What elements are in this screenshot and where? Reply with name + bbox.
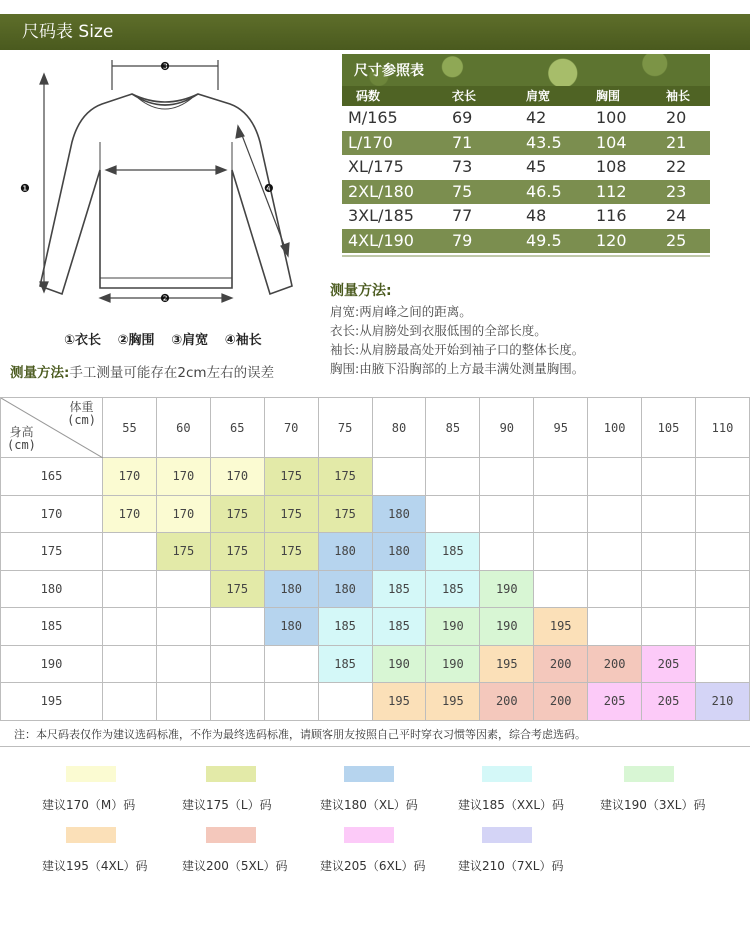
divider (0, 746, 750, 747)
key-swatch (344, 766, 394, 782)
grid-cell: 180 (318, 570, 372, 608)
grid-cell (103, 645, 157, 683)
marker-3: ❸ (160, 60, 170, 73)
grid-cell (534, 458, 588, 496)
ref-table-cell: 79 (452, 230, 473, 250)
height-unit: (cm) (7, 438, 36, 452)
grid-cell: 200 (588, 645, 642, 683)
key-item (600, 766, 740, 813)
ref-table-row (342, 106, 710, 131)
grid-cell (588, 533, 642, 571)
height-header: 185 (1, 608, 103, 646)
grid-cell: 190 (372, 645, 426, 683)
grid-cell: 170 (103, 458, 157, 496)
disclaimer-note: 注：本尺码表仅作为建议选码标准，不作为最终选码标准，请顾客朋友按照自己平时穿衣习惯等因素，综合考虑选码。 (14, 728, 586, 741)
ref-table-cell: 100 (596, 108, 627, 127)
weight-header: 85 (426, 398, 480, 458)
size-reference-table (342, 54, 710, 257)
height-header: 170 (1, 495, 103, 533)
key-item (320, 827, 460, 874)
weight-unit: (cm) (67, 413, 96, 427)
ref-table-cell: M/165 (348, 108, 398, 127)
grid-cell: 180 (264, 570, 318, 608)
grid-cell (588, 495, 642, 533)
marker-1: ❶ (20, 182, 30, 195)
height-label: 身高 (9, 425, 34, 439)
key-item (458, 766, 598, 813)
key-swatch (66, 766, 116, 782)
measure-sleeve: 袖长:从肩膀最高处开始到袖子口的整体长度。 (330, 342, 585, 357)
grid-cell (264, 645, 318, 683)
page-header (0, 14, 750, 50)
key-label: 建议190（3XL）码 (600, 798, 706, 812)
grid-cell (695, 608, 749, 646)
measure-method (330, 280, 730, 378)
ref-table-cell: 46.5 (526, 181, 562, 201)
grid-cell (588, 458, 642, 496)
ref-table-cell: 23 (666, 181, 687, 201)
measure-length: 衣长:从肩膀处到衣服低围的全部长度。 (330, 323, 547, 338)
weight-header: 60 (156, 398, 210, 458)
key-label: 建议175（L）码 (182, 798, 272, 812)
weight-header: 105 (642, 398, 696, 458)
ref-table-cell: 21 (666, 132, 687, 152)
grid-cell (210, 683, 264, 721)
ref-header-shoulder: 肩宽 (526, 89, 551, 103)
method-note-label: 测量方法: (10, 365, 70, 381)
grid-cell: 180 (264, 608, 318, 646)
legend-shoulder: ③肩宽 (171, 333, 209, 348)
grid-cell (695, 645, 749, 683)
grid-cell (372, 458, 426, 496)
grid-cell (264, 683, 318, 721)
grid-cell: 195 (534, 608, 588, 646)
ref-table-cell: 20 (666, 108, 687, 127)
grid-cell (534, 495, 588, 533)
key-swatch (624, 766, 674, 782)
measure-shoulder: 肩宽:两肩峰之间的距离。 (330, 304, 472, 319)
grid-cell (588, 570, 642, 608)
grid-cell: 190 (426, 645, 480, 683)
grid-cell (480, 533, 534, 571)
grid-row (1, 495, 750, 533)
key-label: 建议180（XL）码 (320, 798, 418, 812)
weight-header: 70 (264, 398, 318, 458)
key-swatch (206, 766, 256, 782)
grid-cell (534, 533, 588, 571)
grid-cell: 175 (318, 495, 372, 533)
grid-cell (588, 608, 642, 646)
key-item (182, 827, 322, 874)
key-item (320, 766, 460, 813)
grid-cell: 175 (210, 533, 264, 571)
grid-row (1, 683, 750, 721)
grid-cell (156, 683, 210, 721)
grid-cell: 200 (534, 645, 588, 683)
grid-cell: 175 (264, 533, 318, 571)
ref-header-length: 衣长 (452, 89, 477, 103)
grid-cell: 175 (264, 458, 318, 496)
ref-table-row (342, 131, 710, 156)
grid-cell (426, 495, 480, 533)
grid-cell: 190 (426, 608, 480, 646)
measure-title: 测量方法: (330, 283, 392, 299)
grid-cell (480, 495, 534, 533)
grid-cell (695, 570, 749, 608)
grid-cell (103, 533, 157, 571)
key-item (42, 827, 182, 874)
ref-table-cell: 73 (452, 157, 473, 176)
key-label: 建议195（4XL）码 (42, 859, 148, 873)
grid-cell (103, 683, 157, 721)
ref-table-row (342, 204, 710, 229)
grid-cell: 185 (318, 645, 372, 683)
grid-cell: 195 (426, 683, 480, 721)
key-swatch (344, 827, 394, 843)
grid-cell: 180 (372, 495, 426, 533)
ref-table-cell: 42 (526, 108, 547, 127)
grid-row (1, 533, 750, 571)
key-swatch (66, 827, 116, 843)
ref-table-cell: 4XL/190 (348, 230, 414, 250)
height-header: 190 (1, 645, 103, 683)
ref-table-cell: 25 (666, 230, 687, 250)
grid-cell (642, 495, 696, 533)
key-label: 建议170（M）码 (42, 798, 136, 812)
grid-cell (318, 683, 372, 721)
weight-header: 75 (318, 398, 372, 458)
key-item (42, 766, 182, 813)
grid-cell (642, 458, 696, 496)
grid-cell: 170 (103, 495, 157, 533)
grid-cell (642, 533, 696, 571)
key-item (182, 766, 322, 813)
ref-table-cell: 45 (526, 157, 547, 176)
ref-table-row (342, 229, 710, 254)
legend-chest: ②胸围 (117, 333, 155, 348)
grid-cell (103, 608, 157, 646)
grid-cell (695, 495, 749, 533)
weight-header: 80 (372, 398, 426, 458)
page-title: 尺码表 Size (22, 22, 114, 42)
ref-table-divider (342, 255, 710, 257)
grid-cell (695, 458, 749, 496)
key-label: 建议210（7XL）码 (458, 859, 564, 873)
grid-cell (642, 570, 696, 608)
grid-cell (210, 608, 264, 646)
grid-cell: 175 (264, 495, 318, 533)
grid-cell: 185 (318, 608, 372, 646)
key-label: 建议185（XXL）码 (458, 798, 565, 812)
ref-table-cell: 2XL/180 (348, 181, 414, 201)
ref-table-cell: L/170 (348, 132, 393, 152)
weight-header: 90 (480, 398, 534, 458)
grid-cell: 175 (156, 533, 210, 571)
shirt-outline-icon (0, 50, 330, 330)
key-swatch (482, 827, 532, 843)
grid-cell: 205 (588, 683, 642, 721)
ref-table-cell: 24 (666, 206, 687, 225)
height-header: 175 (1, 533, 103, 571)
grid-cell (156, 645, 210, 683)
grid-cell (480, 458, 534, 496)
diagram-legend (64, 329, 314, 348)
key-swatch (482, 766, 532, 782)
legend-sleeve: ④袖长 (224, 333, 262, 348)
ref-table-header (342, 86, 710, 106)
grid-cell (156, 570, 210, 608)
grid-row (1, 458, 750, 496)
grid-cell: 205 (642, 683, 696, 721)
weight-header: 100 (588, 398, 642, 458)
grid-row (1, 645, 750, 683)
ref-table-cell: 77 (452, 206, 473, 225)
grid-cell: 210 (695, 683, 749, 721)
grid-cell: 180 (318, 533, 372, 571)
marker-2: ❷ (160, 292, 170, 305)
grid-cell: 205 (642, 645, 696, 683)
ref-table-cell: 3XL/185 (348, 206, 414, 225)
weight-header: 55 (103, 398, 157, 458)
grid-cell: 195 (480, 645, 534, 683)
marker-4: ❹ (264, 182, 274, 195)
legend-length: ①衣长 (64, 333, 102, 348)
key-label: 建议200（5XL）码 (182, 859, 288, 873)
method-note (10, 361, 274, 381)
grid-corner (1, 398, 103, 458)
ref-table-row (342, 155, 710, 180)
ref-table-cell: 108 (596, 157, 627, 176)
weight-header: 95 (534, 398, 588, 458)
grid-cell: 185 (372, 608, 426, 646)
grid-cell: 175 (210, 495, 264, 533)
ref-table-cell: 116 (596, 206, 627, 225)
grid-cell: 185 (426, 570, 480, 608)
key-swatch (206, 827, 256, 843)
ref-table-cell: 22 (666, 157, 687, 176)
grid-cell: 190 (480, 570, 534, 608)
ref-table-title: 尺寸参照表 (342, 54, 710, 86)
ref-header-sleeve: 袖长 (666, 89, 691, 103)
measure-chest: 胸围:由腋下沿胸部的上方最丰满处测量胸围。 (330, 361, 585, 376)
weight-header: 110 (695, 398, 749, 458)
grid-row (1, 608, 750, 646)
method-note-text: 手工测量可能存在2cm左右的误差 (69, 365, 275, 381)
height-header: 165 (1, 458, 103, 496)
ref-table-cell: XL/175 (348, 157, 404, 176)
height-header: 180 (1, 570, 103, 608)
ref-table-cell: 43.5 (526, 132, 562, 152)
grid-cell: 175 (210, 570, 264, 608)
height-weight-grid (0, 397, 750, 721)
weight-label: 体重 (69, 400, 94, 414)
ref-table-cell: 104 (596, 132, 627, 152)
grid-cell: 180 (372, 533, 426, 571)
grid-row (1, 570, 750, 608)
grid-cell (695, 533, 749, 571)
grid-cell (534, 570, 588, 608)
ref-header-size: 码数 (356, 89, 381, 103)
ref-table-cell: 112 (596, 181, 627, 201)
ref-table-cell: 120 (596, 230, 627, 250)
height-header: 195 (1, 683, 103, 721)
grid-cell: 170 (156, 495, 210, 533)
ref-header-chest: 胸围 (596, 89, 621, 103)
key-item (458, 827, 598, 874)
grid-cell: 200 (534, 683, 588, 721)
ref-table-cell: 48 (526, 206, 547, 225)
key-label: 建议205（6XL）码 (320, 859, 426, 873)
grid-cell: 185 (372, 570, 426, 608)
weight-header: 65 (210, 398, 264, 458)
grid-cell: 190 (480, 608, 534, 646)
grid-cell: 185 (426, 533, 480, 571)
grid-cell: 175 (318, 458, 372, 496)
ref-table-cell: 71 (452, 132, 473, 152)
grid-cell: 195 (372, 683, 426, 721)
ref-table-cell: 75 (452, 181, 473, 201)
grid-cell: 170 (156, 458, 210, 496)
grid-cell: 200 (480, 683, 534, 721)
grid-cell (426, 458, 480, 496)
ref-table-cell: 69 (452, 108, 473, 127)
grid-cell: 170 (210, 458, 264, 496)
grid-cell (103, 570, 157, 608)
ref-table-row (342, 180, 710, 205)
grid-cell (210, 645, 264, 683)
grid-cell (642, 608, 696, 646)
grid-cell (156, 608, 210, 646)
ref-table-cell: 49.5 (526, 230, 562, 250)
